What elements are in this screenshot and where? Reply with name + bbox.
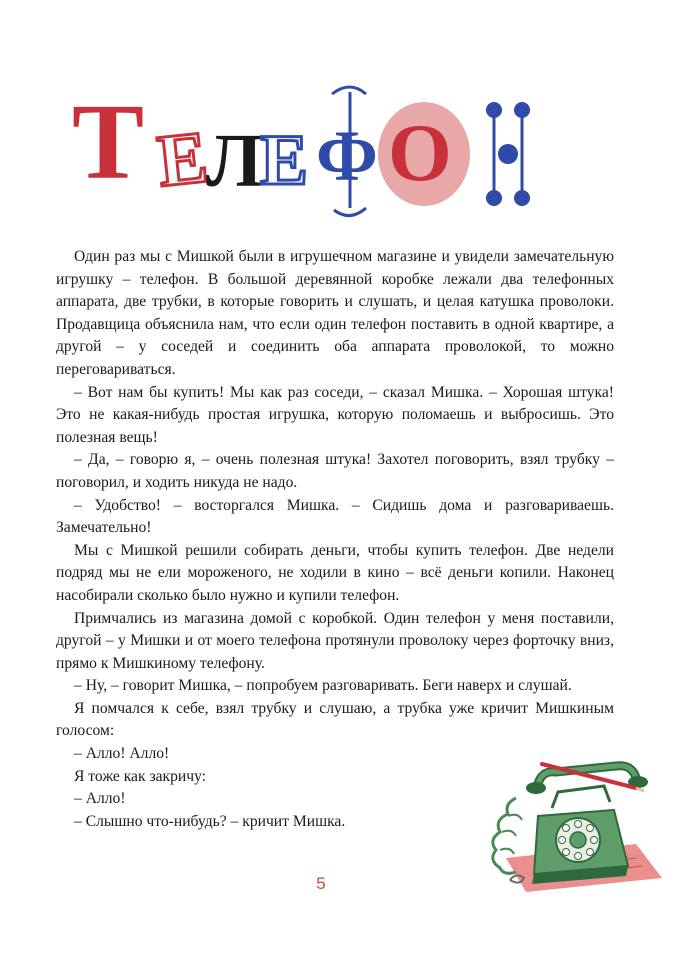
title-text: Телефон — [70, 80, 74, 81]
title-letter-3: Л — [206, 119, 263, 203]
paragraph: – Да, – говорю я, – очень полезная штука! Захотел поговорить, взял трубку – поговорил, и ходить никуда не надо. — [56, 451, 614, 491]
paragraph: – Удобство! – восторгался Мишка. – Сидишь дома и разговариваешь. Замечательно! — [56, 496, 614, 537]
title-letter-4: Е — [260, 120, 309, 200]
title-lettering — [70, 80, 540, 230]
title-letter-7-group — [486, 102, 530, 206]
paragraph: – Алло! — [74, 790, 126, 808]
story-body — [56, 246, 614, 833]
paragraph: Я помчался к себе, взял трубку и слушаю, а трубка уже кричит Мишкиным голосом: — [56, 699, 614, 740]
paragraph: – Слышно что-нибудь? – кричит Мишка. — [74, 812, 346, 830]
title-letter-5-group — [316, 87, 378, 216]
paragraph: Примчались из магазина домой с коробкой. Один телефон у меня поставили, другой – у Мишки и от моего телефона протянули проволоку через форточку вниз, прямо к Мишкиному телефону. — [56, 609, 614, 672]
title-letter-5: Ф — [316, 116, 378, 196]
paragraph: Я тоже как закричу: — [74, 767, 207, 785]
title-letter-6: О — [388, 107, 452, 198]
title-letter-2: Е — [153, 116, 212, 204]
page-number: 5 — [316, 874, 326, 893]
paragraph: – Ну, – говорит Мишка, – попробуем разговаривать. Беги наверх и слушай. — [74, 677, 572, 695]
paragraph: – Вот нам бы купить! Мы как раз соседи, – сказал Мишка. – Хорошая штука! Это не какая-нибудь простая игрушка, которую поломаешь и выбросишь. Это полезная вещь! — [56, 383, 614, 446]
title-letter-1: Т — [72, 83, 145, 202]
paragraph: Один раз мы с Мишкой были в игрушечном магазине и увидели замечательную игрушку – телефон. В большой деревянной коробке лежали два телефонных аппарата, две трубки, в которые говорить и слушать, и целая катушка проволоки. Продавщица объяснила нам, что если один телефон поставить в одной квартире, а другой – у соседей и соединить оба аппарата проволокой, то можно переговариваться. — [56, 248, 614, 378]
paragraph: Мы с Мишкой решили собирать деньги, чтобы купить телефон. Две недели подряд мы не ели мороженого, не ходили в кино – всё деньги копили. Наконец насобирали сколько было нужно и купили телефон. — [56, 541, 614, 604]
paragraph: – Алло! Алло! — [74, 745, 170, 763]
